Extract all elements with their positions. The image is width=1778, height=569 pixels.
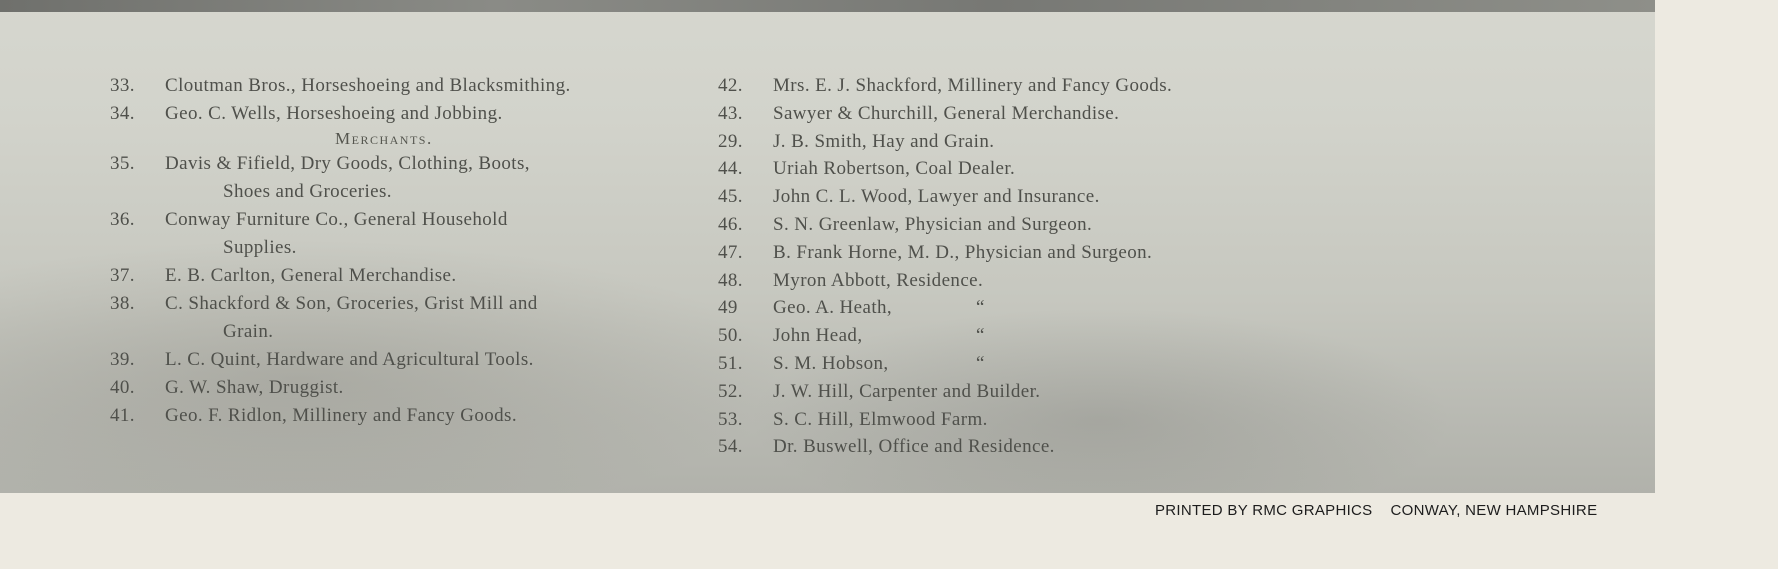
legend-entry	[110, 72, 710, 100]
entry-continuation: Shoes and Groceries.	[223, 181, 392, 202]
entry-text: Davis & Fifield, Dry Goods, Clothing, Boots,	[165, 153, 530, 174]
legend-entry	[718, 294, 1358, 322]
legend-entry	[110, 100, 710, 128]
legend-entry	[718, 72, 1358, 100]
entry-text: Conway Furniture Co., General Household	[165, 209, 508, 230]
legend-entry	[110, 150, 710, 206]
entry-number: 44.	[718, 158, 743, 180]
entry-number: 29.	[718, 130, 743, 152]
entry-text: Sawyer & Churchill, General Merchandise.	[773, 102, 1120, 124]
legend-entry	[718, 267, 1358, 295]
legend-entry	[718, 155, 1358, 183]
entry-number: 45.	[718, 186, 743, 208]
entry-text: Geo. F. Ridlon, Millinery and Fancy Goods.	[165, 405, 517, 426]
entry-number: 47.	[718, 241, 743, 263]
printer-credit	[1155, 502, 1597, 519]
printer-name: PRINTED BY RMC GRAPHICS	[1155, 502, 1373, 519]
legend-entry	[718, 322, 1358, 350]
entry-number: 38.	[110, 293, 135, 314]
entry-text: C. Shackford & Son, Groceries, Grist Mill and	[165, 293, 538, 314]
legend-entry	[718, 433, 1358, 461]
entry-continuation: Grain.	[223, 321, 274, 342]
legend-entry	[718, 350, 1358, 378]
legend-entry	[110, 206, 710, 262]
legend-column-right	[718, 72, 1358, 461]
ditto-mark: “	[976, 297, 985, 319]
entry-text: G. W. Shaw, Druggist.	[165, 377, 344, 398]
entry-text: Uriah Robertson, Coal Dealer.	[773, 158, 1016, 180]
entry-number: 34.	[110, 103, 135, 124]
entry-number: 51.	[718, 352, 743, 374]
entry-number: 36.	[110, 209, 135, 230]
entry-text: Myron Abbott, Residence.	[773, 269, 984, 291]
entry-number: 46.	[718, 213, 743, 235]
entry-number: 43.	[718, 102, 743, 124]
legend-entry	[110, 374, 710, 402]
ditto-mark: “	[976, 325, 985, 347]
entry-text: L. C. Quint, Hardware and Agricultural Tools.	[165, 349, 534, 370]
entry-text: Mrs. E. J. Shackford, Millinery and Fancy Goods.	[773, 75, 1173, 96]
legend-entry	[718, 211, 1358, 239]
entry-text: J. B. Smith, Hay and Grain.	[773, 130, 995, 152]
photo-image-edge	[0, 0, 1655, 12]
entry-number: 35.	[110, 153, 135, 174]
entry-number: 42.	[718, 75, 743, 96]
legend-entry	[110, 262, 710, 290]
section-heading-merchants: Merchants.	[335, 129, 433, 148]
entry-number: 40.	[110, 377, 135, 398]
entry-number: 33.	[110, 75, 135, 96]
entry-text: Geo. C. Wells, Horseshoeing and Jobbing.	[165, 103, 503, 124]
entry-number: 48.	[718, 269, 743, 291]
entry-number: 50.	[718, 325, 743, 347]
entry-text: Geo. A. Heath,	[773, 297, 893, 319]
entry-text: Dr. Buswell, Office and Residence.	[773, 436, 1055, 458]
entry-text: S. C. Hill, Elmwood Farm.	[773, 408, 988, 430]
legend-entry	[718, 128, 1358, 156]
legend-entry	[718, 100, 1358, 128]
entry-number: 39.	[110, 349, 135, 370]
entry-number: 52.	[718, 380, 743, 402]
entry-text: S. M. Hobson,	[773, 352, 889, 374]
legend-entry	[718, 406, 1358, 434]
entry-text: S. N. Greenlaw, Physician and Surgeon.	[773, 213, 1093, 235]
entry-text: B. Frank Horne, M. D., Physician and Surgeon.	[773, 241, 1153, 263]
legend-entry	[110, 402, 710, 430]
entry-number: 49	[718, 297, 738, 319]
legend-entry	[718, 239, 1358, 267]
printer-location: CONWAY, NEW HAMPSHIRE	[1390, 502, 1598, 519]
entry-number: 54.	[718, 436, 743, 458]
entry-number: 41.	[110, 405, 135, 426]
entry-number: 53.	[718, 408, 743, 430]
entry-number: 37.	[110, 265, 135, 286]
legend-entry	[110, 290, 710, 346]
entry-text: J. W. Hill, Carpenter and Builder.	[773, 380, 1041, 402]
ditto-mark: “	[976, 352, 985, 374]
entry-continuation: Supplies.	[223, 237, 297, 258]
entry-text: E. B. Carlton, General Merchandise.	[165, 265, 457, 286]
entry-text: Cloutman Bros., Horseshoeing and Blacksmithing.	[165, 75, 571, 96]
legend-entry	[718, 183, 1358, 211]
legend-entry	[110, 346, 710, 374]
entry-text: John Head,	[773, 325, 863, 347]
legend-column-left	[110, 72, 710, 430]
legend-entry	[718, 378, 1358, 406]
entry-text: John C. L. Wood, Lawyer and Insurance.	[773, 186, 1100, 208]
